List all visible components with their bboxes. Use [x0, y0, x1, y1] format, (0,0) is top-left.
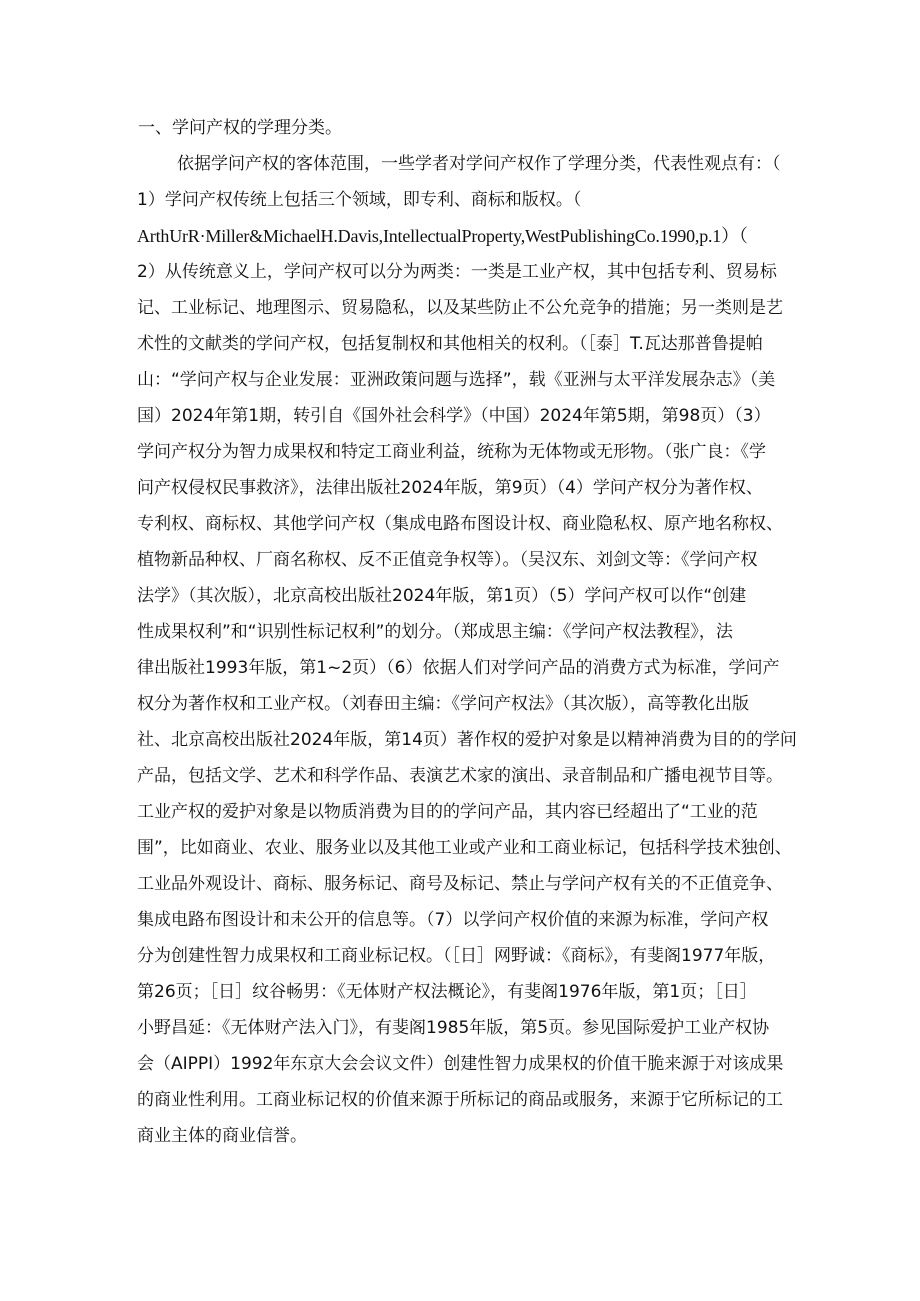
paragraph-line: 会（AIPPI）1992年东京大会会议文件）创建性智力成果权的价值干脆来源于对该成果	[137, 1054, 784, 1074]
paragraph-line: 植物新品种权、厂商名称权、反不正值竞争权等）。（吴汉东、刘剑文等：《学问产权	[137, 550, 758, 570]
paragraph-line: 围”，比如商业、农业、服务业以及其他工业或产业和工商业标记，包括科学技术独创、	[137, 838, 792, 858]
paragraph-line: 分为创建性智力成果权和工商业标记权。（［日］网野诚：《商标》，有斐阁1977年版，	[137, 946, 776, 966]
paragraph-line: 集成电路布图设计和未公开的信息等。（7）以学问产权价值的来源为标准，学问产权	[137, 910, 769, 930]
paragraph-line: 术性的文献类的学问产权，包括复制权和其他相关的权利。（［泰］T.瓦达那普鲁提帕	[137, 334, 763, 354]
paragraph-line: ArthUrR·Miller&MichaelH.Davis,IntellectualProperty,WestPublishingCo.1990,p.1）（	[137, 226, 748, 246]
paragraph-line: 社、北京高校出版社2024年版，第14页）著作权的爱护对象是以精神消费为目的的学问	[137, 730, 797, 750]
section-heading: 一、学问产权的学理分类。	[138, 118, 342, 138]
paragraph-line: 的商业性利用。工商业标记权的价值来源于所标记的商品或服务，来源于它所标记的工	[137, 1090, 783, 1110]
paragraph-line: 2）从传统意义上，学问产权可以分为两类：一类是工业产权，其中包括专利、贸易标	[137, 262, 777, 282]
paragraph-line: 法学》（其次版），北京高校出版社2024年版，第1页）（5）学问产权可以作“创建	[137, 586, 747, 606]
paragraph-line: 商业主体的商业信誉。	[137, 1126, 307, 1146]
paragraph-line: 依据学问产权的客体范围，一些学者对学问产权作了学理分类，代表性观点有：（	[177, 154, 781, 174]
paragraph-line: 性成果权利”和“识别性标记权利”的划分。（郑成思主编：《学问产权法教程》，法	[137, 622, 733, 642]
paragraph-line: 山：“学问产权与企业发展：亚洲政策问题与选择”，载《亚洲与太平洋发展杂志》（美	[137, 370, 776, 390]
paragraph-line: 工业品外观设计、商标、服务标记、商号及标记、禁止与学问产权有关的不正值竞争、	[137, 874, 783, 894]
paragraph-line: 律出版社1993年版，第1~2页）（6）依据人们对学问产品的消费方式为标准，学问产	[137, 658, 780, 678]
paragraph-line: 学问产权分为智力成果权和特定工商业利益，统称为无体物或无形物。（张广良：《学	[137, 442, 766, 462]
paragraph-line: 工业产权的爱护对象是以物质消费为目的的学问产品，其内容已经超出了“工业的范	[137, 802, 758, 822]
paragraph-line: 权分为著作权和工业产权。（刘春田主编：《学问产权法》（其次版），高等教化出版	[137, 694, 749, 714]
paragraph-line: 问产权侵权民事救济》，法律出版社2024年版，第9页）（4）学问产权分为著作权、	[137, 478, 763, 498]
paragraph-line: 小野昌延：《无体财产法入门》，有斐阁1985年版，第5页。参见国际爱护工业产权协	[137, 1018, 770, 1038]
paragraph-line: 产品，包括文学、艺术和科学作品、表演艺术家的演出、录音制品和广播电视节目等。	[137, 766, 783, 786]
paragraph-line: 第26页；［日］纹谷畅男：《无体财产权法概论》，有斐阁1976年版，第1页；［日］	[137, 982, 757, 1002]
paragraph-line: 专利权、商标权、其他学问产权（集成电路布图设计权、商业隐私权、原产地名称权、	[137, 514, 783, 534]
paragraph-line: 国）2024年第1期，转引自《国外社会科学》（中国）2024年第5期，第98页）（3）	[137, 406, 771, 426]
paragraph-line: 1）学问产权传统上包括三个领域，即专利、商标和版权。（	[137, 190, 582, 210]
paragraph-line: 记、工业标记、地理图示、贸易隐私，以及某些防止不公允竞争的措施；另一类则是艺	[137, 298, 783, 318]
